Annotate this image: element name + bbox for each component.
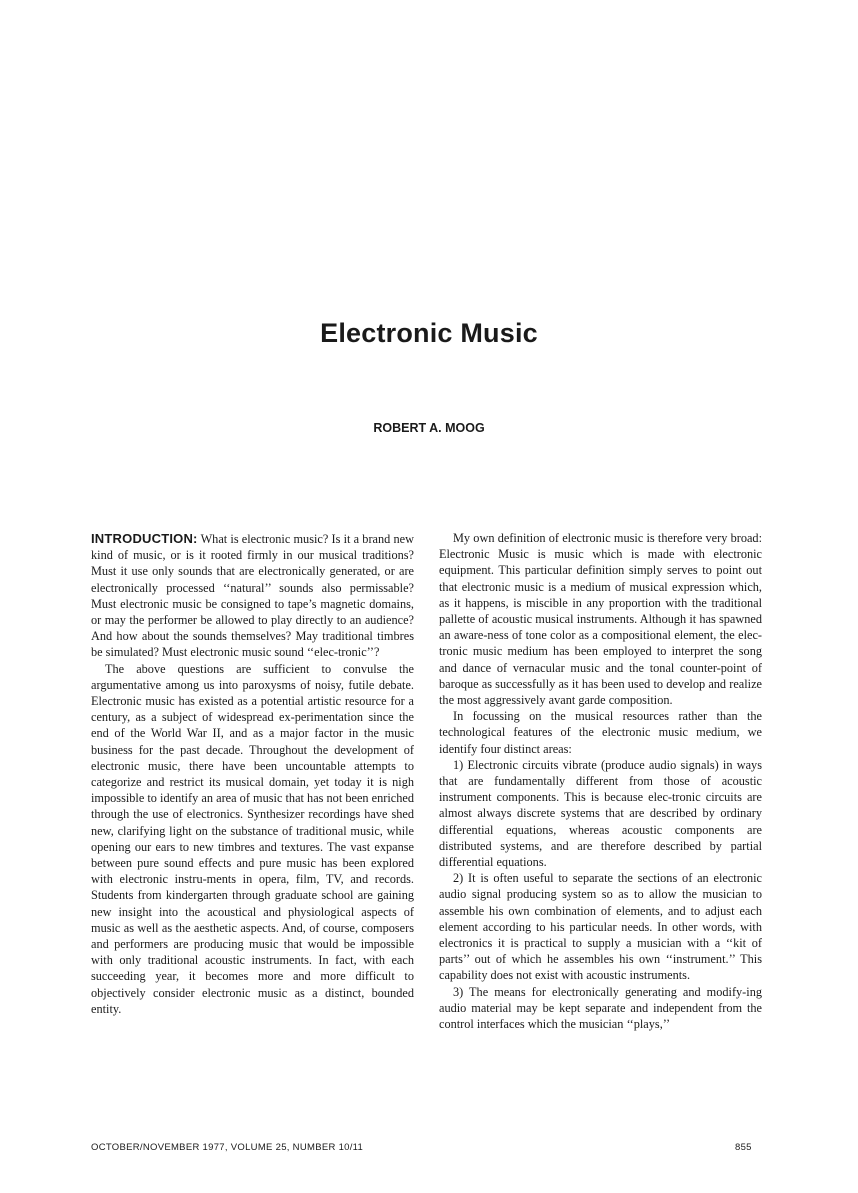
article-author: ROBERT A. MOOG bbox=[373, 421, 485, 435]
intro-paragraph bbox=[91, 531, 414, 661]
intro-lead: INTRODUCTION: bbox=[91, 531, 198, 546]
list-item: 1) Electronic circuits vibrate (produce audio signals) in ways that are fundamentally different from those of acoustic instrument components. This is because elec-tronic circuits are almost always discrete systems that are described by ordinary differential equations, whereas acoustic components are distributed systems, and are therefore described by partial differential equations. bbox=[439, 757, 762, 870]
list-item: 2) It is often useful to separate the sections of an electronic audio signal producing system so as to allow the musician to assemble his own combination of elements, and to adjust each element according to his particular needs. In other words, with electronics it is practical to supply a musician with a ‘‘kit of parts’’ out of which he assembles his own ‘‘instrument.’’ This capability does not exist with acoustic instruments. bbox=[439, 871, 762, 983]
left-column bbox=[91, 531, 414, 1017]
intro-body: What is electronic music? Is it a brand new kind of music, or is it rooted firmly in our musical traditions? Must it use only sounds that are electronically generated, or are electronically processed ‘‘natural’’ sounds also permissable? Must electronic music be consigned to tape’s magnetic domains, or may the performer be allowed to play directly to an audience? And how about the sounds themselves? May traditional timbres be simulated? Must electronic music sound ‘‘elec-tronic’’? bbox=[91, 532, 414, 660]
right-column bbox=[439, 530, 762, 1032]
body-paragraph: The above questions are sufficient to convulse the argumentative among us into paroxysms of noisy, futile debate. Electronic music has existed as a potential artistic resource for a century, as a subject of widespread ex-perimentation since the end of the World War II, and as a major factor in the music business for the past decade. Throughout the development of electronic music, there have been uncountable attempts to categorize and restrict its musical domain, yet today it is nigh impossible to identify an area of music that has not been enriched through the use of electronics. Synthesizer recordings have shed new, clarifying light on the substance of traditional music, while opening our ears to new timbres and textures. The vast expanse between pure sound effects and pure music has been explored with electronic instru-ments in opera, film, TV, and records. Students from kindergarten through graduate school are gaining new insight into the acoustical and physiological aspects of music as well as the aesthetic aspects. And, of course, composers and performers are producing music that would be impossible with only traditional acoustic instruments. In fact, with each succeeding year, it becomes more and more difficult to objectively consider electronic music as a distinct, bounded entity. bbox=[91, 661, 414, 1016]
body-paragraph: In focussing on the musical resources rather than the technological features of the electronic music medium, we identify four distinct areas: bbox=[439, 709, 762, 756]
page-number: 855 bbox=[735, 1142, 752, 1153]
article-title: Electronic Music bbox=[320, 318, 538, 348]
journal-issue: OCTOBER/NOVEMBER 1977, VOLUME 25, NUMBER 10/11 bbox=[91, 1142, 364, 1153]
list-item: 3) The means for electronically generating and modify-ing audio material may be kept separate and independent from the control interfaces which the musician ‘‘plays,’’ bbox=[439, 984, 762, 1032]
body-paragraph: My own definition of electronic music is therefore very broad: Electronic Music is music which is made with electronic equipment. This particular definition simply serves to point out that electronic music is a medium of musical expression which, as it happens, is miscible in any proportion with the traditional pallette of acoustic musical instruments. Although it has spawned an aware-ness of tone color as a compositional element, the elec-tronic music medium has been employed to interpret the song and dance of vernacular music and the tonal counter-point of baroque as successfully as it has been used to develop and realize the most aggressively avant garde composition. bbox=[439, 531, 762, 708]
